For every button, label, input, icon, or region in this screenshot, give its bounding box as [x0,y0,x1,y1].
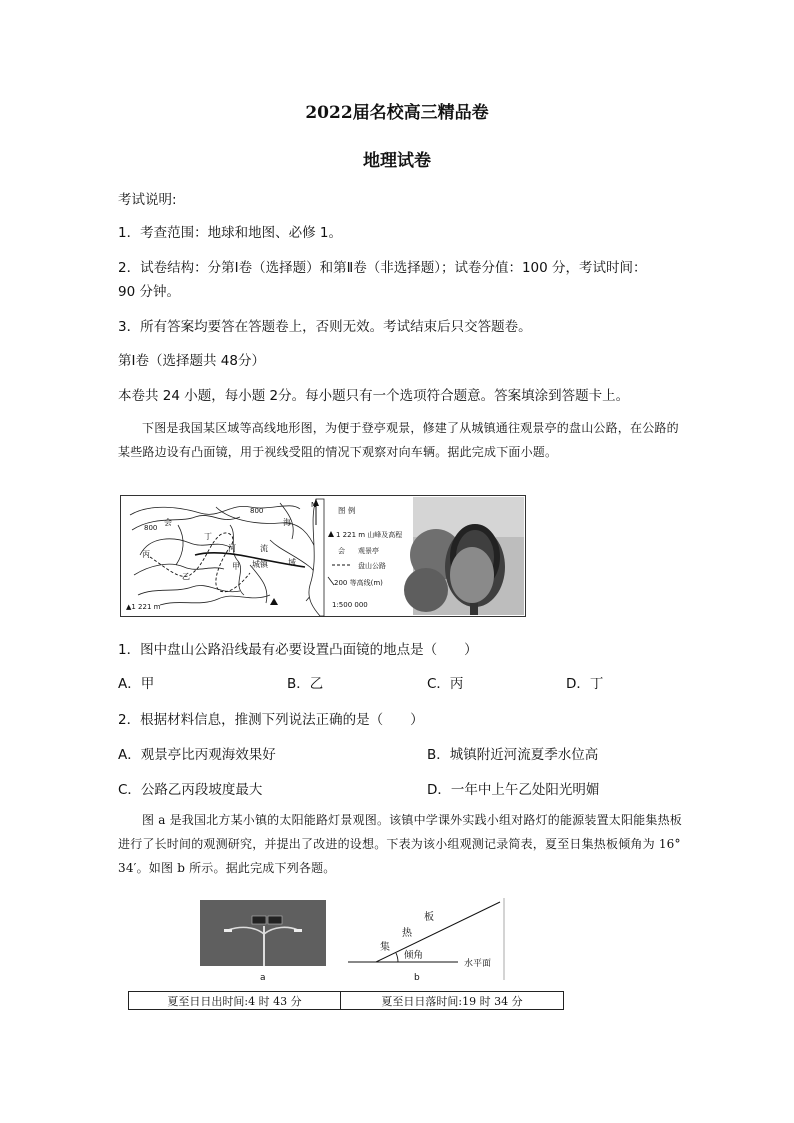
q1-option-a[interactable]: A．甲 [118,676,155,692]
passage-2: 图 a 是我国北方某小镇的太阳能路灯景观图。该镇中学课外实践小组对路灯的能源装置太阳能集热板进行了长时间的观测研究，并提出了改进的设想。下表为该小组观测记录简表，夏至日集热板倾角为 16° 34′。如图 b 所示。据此完成下列各题。 [118,813,682,875]
map-label-peak: ▲1 221 m [126,603,161,611]
section-title: 第Ⅰ卷（选择题共 48分） [118,353,265,369]
map-label-sea-2: 域 [288,558,296,567]
sunrise-sunset-table [128,991,564,1010]
instruction-1: 1．考查范围：地球和地图、必修 1。 [118,225,342,241]
section-description: 本卷共 24 小题，每小题 2分。每小题只有一个选项符合题意。答案填涂到答题卡上。 [118,388,630,404]
diagram-word-angle: 倾角 [404,950,424,961]
diagram-word-ban: 板 [424,912,434,923]
passage-1: 下图是我国某区域等高线地形图，为便于登亭观景，修建了从城镇通往观景亭的盘山公路，在公路的某些路边设有凸面镜，用于视线受阻的情况下观察对向车辆。据此完成下面小题。 [118,421,679,459]
solar-panel-figure [198,896,508,986]
map-label-ding: 丁 [204,532,212,541]
sunrise-cell: 夏至日日出时间:4 时 43 分 [129,992,341,1010]
q2-stem: 2．根据材料信息，推测下列说法正确的是（ ） [118,712,424,728]
map-label-800-left: 800 [144,524,158,532]
instruction-2-line1: 2．试卷结构：分第Ⅰ卷（选择题）和第Ⅱ卷（非选择题）；试卷分值：100 分，考试时间： [118,260,647,276]
convex-mirror-photo [404,497,524,615]
q1-option-c[interactable]: C．丙 [427,676,464,692]
map-label-town: 城镇 [252,560,268,569]
legend-contour: 200 等高线(m) [334,579,383,587]
legend-road: 盘山公路 [358,562,386,570]
q2-option-d[interactable]: D．一年中上午乙处阳光明媚 [427,782,600,798]
q1-option-b[interactable]: B．乙 [287,676,324,692]
figure-b-label: b [414,973,420,983]
q2-option-b[interactable]: B．城镇附近河流夏季水位高 [427,747,599,763]
diagram-word-ji: 集 [380,942,390,953]
legend-pavilion: 观景亭 [358,547,379,555]
map-label-liu: 流 [260,544,268,553]
street-lamp-photo [200,900,326,966]
table-row [129,992,564,1010]
legend-title: 图 例 [338,506,356,515]
map-label-sea-1: 海 [283,518,291,527]
map-label-jia: 甲 [232,562,240,571]
exam-title: 2022届名校高三精品卷 [305,103,489,123]
sunset-cell: 夏至日日落时间:19 时 34 分 [341,992,564,1010]
north-arrow: N [311,501,317,509]
legend-scale: 1:500 000 [332,601,368,609]
map-label-800-top: 800 [250,507,264,515]
map-label-he: 河 [228,544,236,553]
diagram-word-re: 热 [402,928,412,939]
q2-option-c[interactable]: C．公路乙丙段坡度最大 [118,782,263,798]
legend-peak: 1 221 m 山峰及高程 [336,531,403,539]
map-label-pavilion: 会 [164,518,172,527]
figure-a-label: a [260,973,266,983]
q1-stem: 1．图中盘山公路沿线最有必要设置凸面镜的地点是（ ） [118,642,478,658]
map-label-yi: 乙 [182,572,190,581]
instructions-heading: 考试说明: [118,192,177,208]
legend-pavilion-symbol: 会 [338,547,345,555]
map-label-bing: 丙 [142,550,150,559]
instruction-3: 3．所有答案均要答在答题卷上，否则无效。考试结束后只交答题卷。 [118,319,532,335]
q1-option-d[interactable]: D．丁 [566,676,604,692]
q2-option-a[interactable]: A．观景亭比丙观海效果好 [118,747,276,763]
instruction-2-line2: 90 分钟。 [118,284,180,300]
diagram-word-horizontal: 水平面 [464,959,492,969]
exam-subject: 地理试卷 [363,151,431,171]
contour-map-figure [120,495,526,617]
